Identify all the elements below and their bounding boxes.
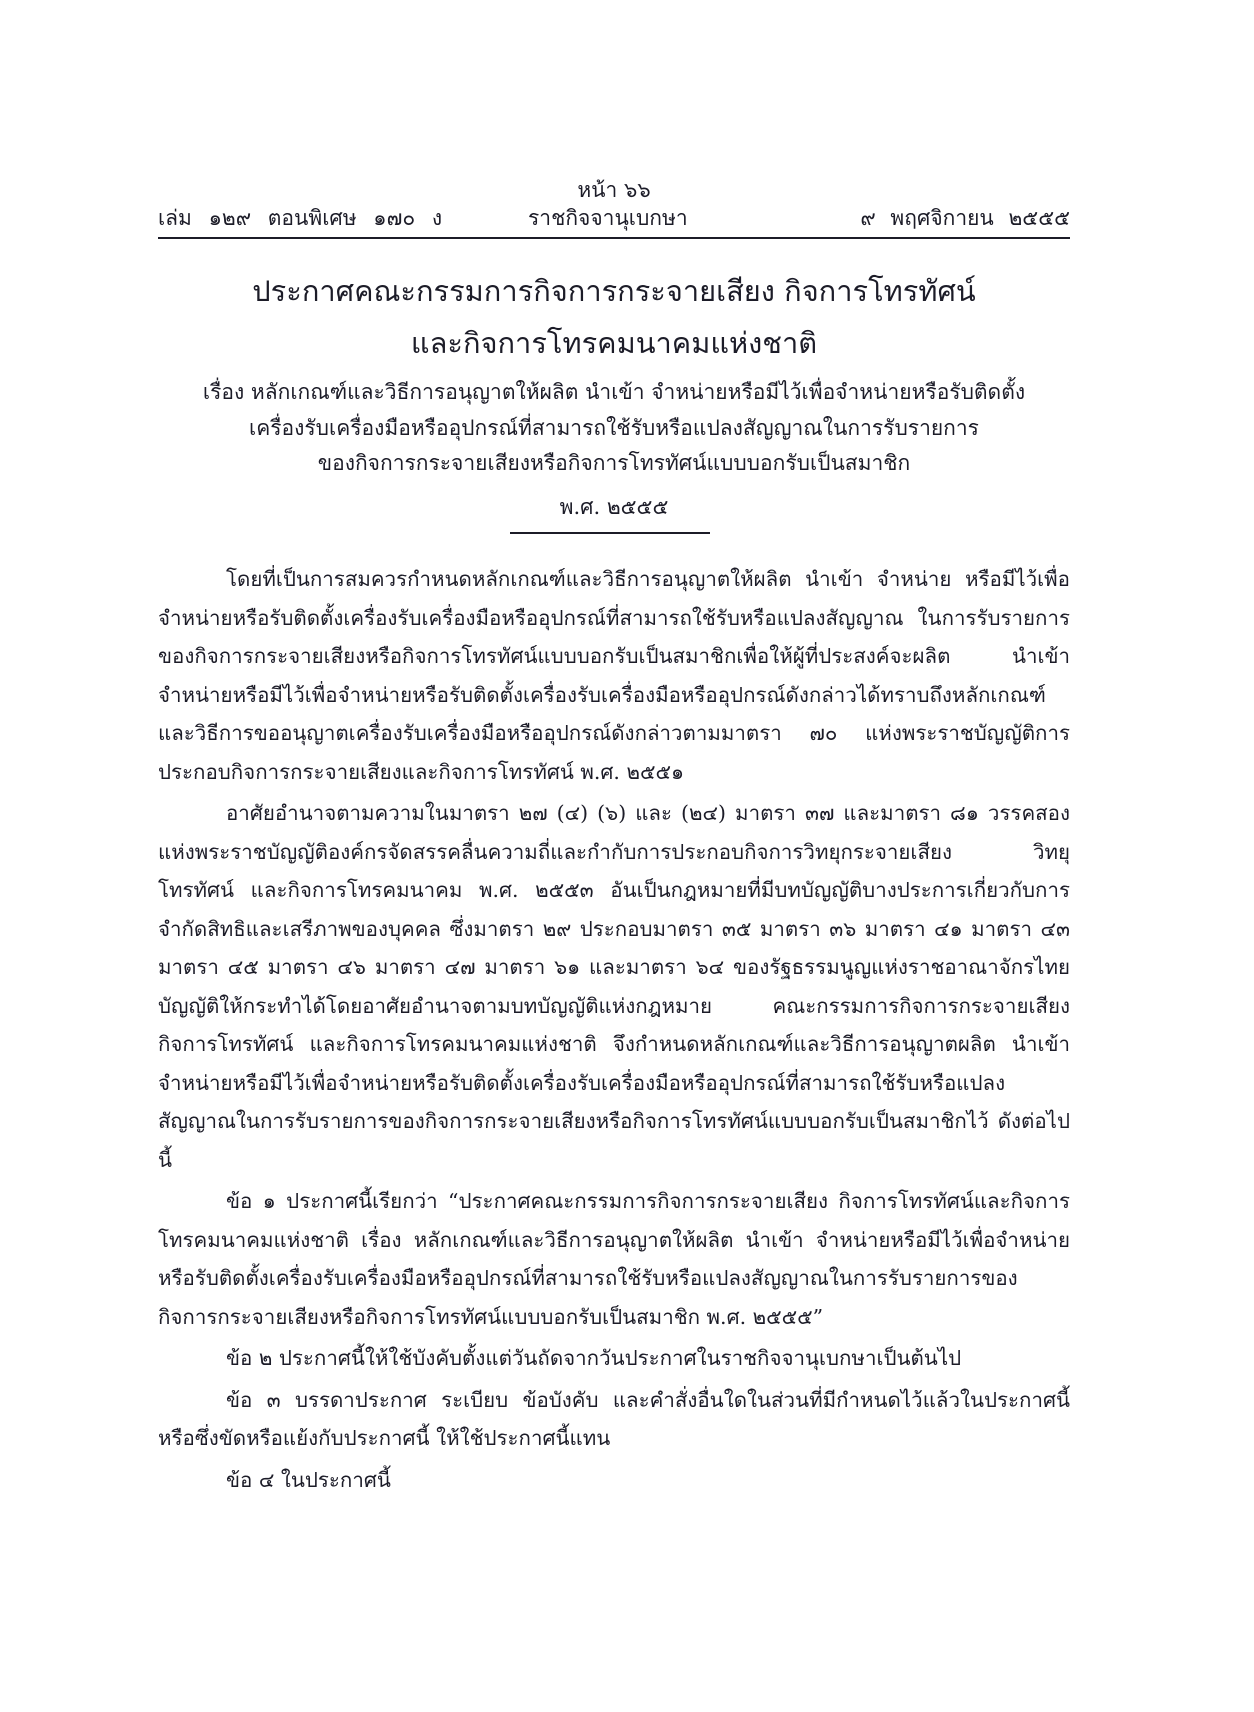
- clause-item: ข้อ ๒ ประกาศนี้ให้ใช้บังคับตั้งแต่วันถัดจากวันประกาศในราชกิจจานุเบกษาเป็นต้นไป: [226, 1346, 962, 1370]
- clause-item: ข้อ ๓ บรรดาประกาศ ระเบียบ ข้อบังคับ และคำสั่งอื่นใดในส่วนที่มีกำหนดไว้แล้วในประกาศนี้ หรือซึ่งขัดหรือแย้งกับประกาศนี้ ให้ใช้ประกาศนี้แทน: [158, 1387, 1070, 1450]
- clause-item: ข้อ ๑ ประกาศนี้เรียกว่า “ประกาศคณะกรรมการกิจการกระจายเสียง กิจการโทรทัศน์และกิจการโทรคมนาคมแห่งชาติ เรื่อง หลักเกณฑ์และวิธีการอนุญาตให้ผลิต นำเข้า จำหน่ายหรือมีไว้เพื่อจำหน่ายหรือรับติดตั้งเครื่องรับเครื่องมือหรืออุปกรณ์ที่สามารถใช้รับหรือแปลงสัญญาณในการรับรายการของกิจการกระจายเสียงหรือกิจการโทรทัศน์แบบบอกรับเป็นสมาชิก พ.ศ. ๒๕๕๕”: [158, 1189, 1070, 1329]
- volume-issue: เล่ม ๑๒๙ ตอนพิเศษ ๑๗๐ ง: [158, 206, 443, 230]
- announcement-title-line-1: ประกาศคณะกรรมการกิจการกระจายเสียง กิจการโทรทัศน์: [252, 274, 976, 308]
- document-body: [158, 560, 1070, 1502]
- page-number: หน้า ๖๖: [577, 178, 651, 202]
- preamble-paragraph: โดยที่เป็นการสมควรกำหนดหลักเกณฑ์และวิธีการอนุญาตให้ผลิต นำเข้า จำหน่าย หรือมีไว้เพื่อจำหน่ายหรือรับติดตั้งเครื่องรับเครื่องมือหรืออุปกรณ์ที่สามารถใช้รับหรือแปลงสัญญาณ ในการรับรายการของกิจการกระจายเสียงหรือกิจการโทรทัศน์แบบบอกรับเป็นสมาชิกเพื่อให้ผู้ที่ประสงค์จะผลิต นำเข้า จำหน่ายหรือมีไว้เพื่อจำหน่ายหรือรับติดตั้งเครื่องรับเครื่องมือหรืออุปกรณ์ดังกล่าวได้ทราบถึงหลักเกณฑ์และวิธีการขออนุญาตเครื่องรับเครื่องมือหรืออุปกรณ์ดังกล่าวตามมาตรา ๗๐ แห่งพระราชบัญญัติการประกอบกิจการกระจายเสียงและกิจการโทรทัศน์ พ.ศ. ๒๕๕๑: [158, 567, 1070, 784]
- subject-line-2: เครื่องรับเครื่องมือหรืออุปกรณ์ที่สามารถใช้รับหรือแปลงสัญญาณในการรับรายการ: [249, 416, 979, 440]
- header-row: [158, 202, 1070, 232]
- subject-line-3: ของกิจการกระจายเสียงหรือกิจการโทรทัศน์แบบบอกรับเป็นสมาชิก: [317, 451, 911, 475]
- announcement-title-line-2: และกิจการโทรคมนาคมแห่งชาติ: [410, 326, 818, 360]
- clause-list: [158, 1182, 1070, 1499]
- publication-date: ๙ พฤศจิกายน ๒๕๕๕: [860, 206, 1070, 230]
- header-divider: [158, 237, 1070, 239]
- title-divider: [510, 532, 710, 534]
- subject-year: พ.ศ. ๒๕๕๕: [559, 495, 669, 519]
- clause-item: ข้อ ๔ ในประกาศนี้: [226, 1467, 391, 1492]
- authority-paragraph: อาศัยอำนาจตามความในมาตรา ๒๗ (๔) (๖) และ (๒๔) มาตรา ๓๗ และมาตรา ๘๑ วรรคสอง แห่งพระราชบัญญัติองค์กรจัดสรรคลื่นความถี่และกำกับการประกอบกิจการวิทยุกระจายเสียง วิทยุโทรทัศน์ และกิจการโทรคมนาคม พ.ศ. ๒๕๕๓ อันเป็นกฎหมายที่มีบทบัญญัติบางประการเกี่ยวกับการจำกัดสิทธิและเสรีภาพของบุคคล ซึ่งมาตรา ๒๙ ประกอบมาตรา ๓๕ มาตรา ๓๖ มาตรา ๔๑ มาตรา ๔๓ มาตรา ๔๕ มาตรา ๔๖ มาตรา ๔๗ มาตรา ๖๑ และมาตรา ๖๔ ของรัฐธรรมนูญแห่งราชอาณาจักรไทยบัญญัติให้กระทำได้โดยอาศัยอำนาจตามบทบัญญัติแห่งกฎหมาย คณะกรรมการกิจการกระจายเสียง กิจการโทรทัศน์ และกิจการโทรคมนาคมแห่งชาติ จึงกำหนดหลักเกณฑ์และวิธีการอนุญาตผลิต นำเข้า จำหน่ายหรือมีไว้เพื่อจำหน่ายหรือรับติดตั้งเครื่องรับเครื่องมือหรืออุปกรณ์ที่สามารถใช้รับหรือแปลงสัญญาณในการรับรายการของกิจการกระจายเสียงหรือกิจการโทรทัศน์แบบบอกรับเป็นสมาชิกไว้ ดังต่อไปนี้: [158, 801, 1070, 1172]
- publication-name: ราชกิจจานุเบกษา: [528, 206, 688, 230]
- subject-line-1: เรื่อง หลักเกณฑ์และวิธีการอนุญาตให้ผลิต นำเข้า จำหน่ายหรือมีไว้เพื่อจำหน่ายหรือรับติดตั้ง: [202, 380, 1026, 404]
